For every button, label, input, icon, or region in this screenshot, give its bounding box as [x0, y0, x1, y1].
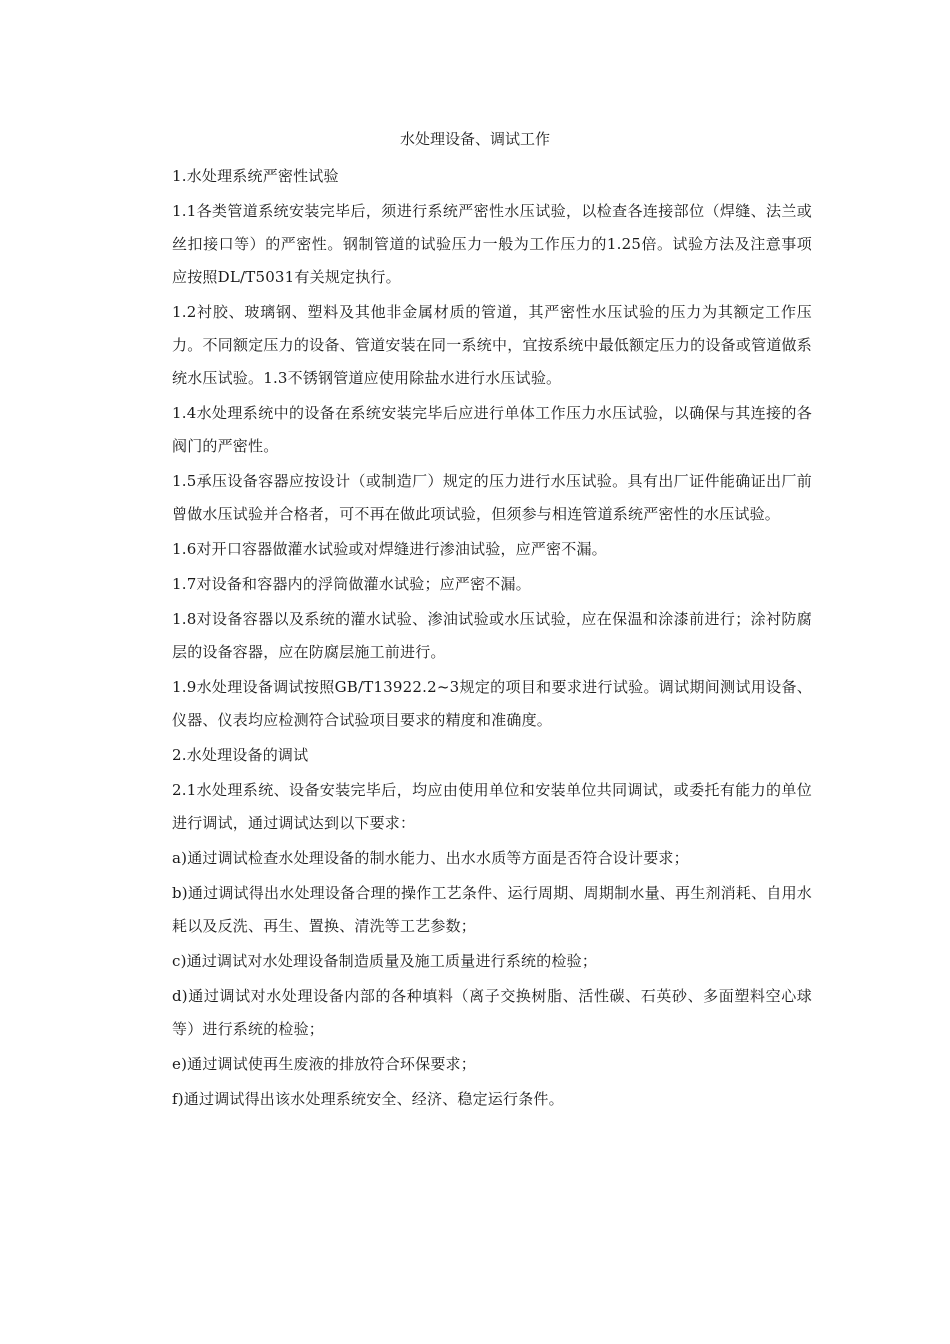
- section-heading-2: 2.水处理设备的调试: [172, 746, 309, 764]
- paragraph-1-8: 1.8对设备容器以及系统的灌水试验、渗油试验或水压试验，应在保温和涂漆前进行；涂衬防腐层的设备容器，应在防腐层施工前进行。: [172, 610, 812, 661]
- document-title: 水处理设备、调试工作: [399, 130, 550, 148]
- paragraph-1-6: 1.6对开口容器做灌水试验或对焊缝进行渗油试验，应严密不漏。: [172, 540, 607, 558]
- paragraph-1-7: 1.7对设备和容器内的浮筒做灌水试验；应严密不漏。: [172, 575, 531, 593]
- paragraph-1-5: 1.5承压设备容器应按设计（或制造厂）规定的压力进行水压试验。具有出厂证件能确证出厂前曾做水压试验并合格者，可不再在做此项试验，但须参与相连管道系统严密性的水压试验。: [172, 472, 812, 523]
- section-heading-1: 1.水处理系统严密性试验: [172, 167, 339, 185]
- list-item-a: a)通过调试检查水处理设备的制水能力、出水水质等方面是否符合设计要求；: [172, 849, 689, 867]
- paragraph-2-1: 2.1水处理系统、设备安装完毕后，均应由使用单位和安装单位共同调试，或委托有能力的单位进行调试，通过调试达到以下要求：: [172, 781, 812, 832]
- paragraph-1-2: 1.2衬胶、玻璃钢、塑料及其他非金属材质的管道，其严密性水压试验的压力为其额定工作压力。不同额定压力的设备、管道安装在同一系统中，宜按系统中最低额定压力的设备或管道做系统水压试验。1.3不锈钢管道应使用除盐水进行水压试验。: [172, 303, 812, 387]
- paragraph-1-4: 1.4水处理系统中的设备在系统安装完毕后应进行单体工作压力水压试验，以确保与其连接的各阀门的严密性。: [172, 404, 812, 455]
- list-item-b: b)通过调试得出水处理设备合理的操作工艺条件、运行周期、周期制水量、再生剂消耗、自用水耗以及反洗、再生、置换、清洗等工艺参数；: [172, 884, 812, 935]
- paragraph-1-1: 1.1各类管道系统安装完毕后，须进行系统严密性水压试验，以检查各连接部位（焊缝、法兰或丝扣接口等）的严密性。钢制管道的试验压力一般为工作压力的1.25倍。试验方法及注意事项应按照DL/T5031有关规定执行。: [172, 202, 812, 286]
- list-item-e: e)通过调试使再生废液的排放符合环保要求；: [172, 1055, 476, 1073]
- paragraph-1-9: 1.9水处理设备调试按照GB/T13922.2~3规定的项目和要求进行试验。调试期间测试用设备、仪器、仪表均应检测符合试验项目要求的精度和准确度。: [172, 678, 812, 729]
- list-item-f: f)通过调试得出该水处理系统安全、经济、稳定运行条件。: [172, 1090, 564, 1108]
- list-item-c: c)通过调试对水处理设备制造质量及施工质量进行系统的检验；: [172, 952, 598, 970]
- document-body: [172, 160, 812, 1118]
- list-item-d: d)通过调试对水处理设备内部的各种填料（离子交换树脂、活性碳、石英砂、多面塑料空心球等）进行系统的检验；: [172, 987, 812, 1038]
